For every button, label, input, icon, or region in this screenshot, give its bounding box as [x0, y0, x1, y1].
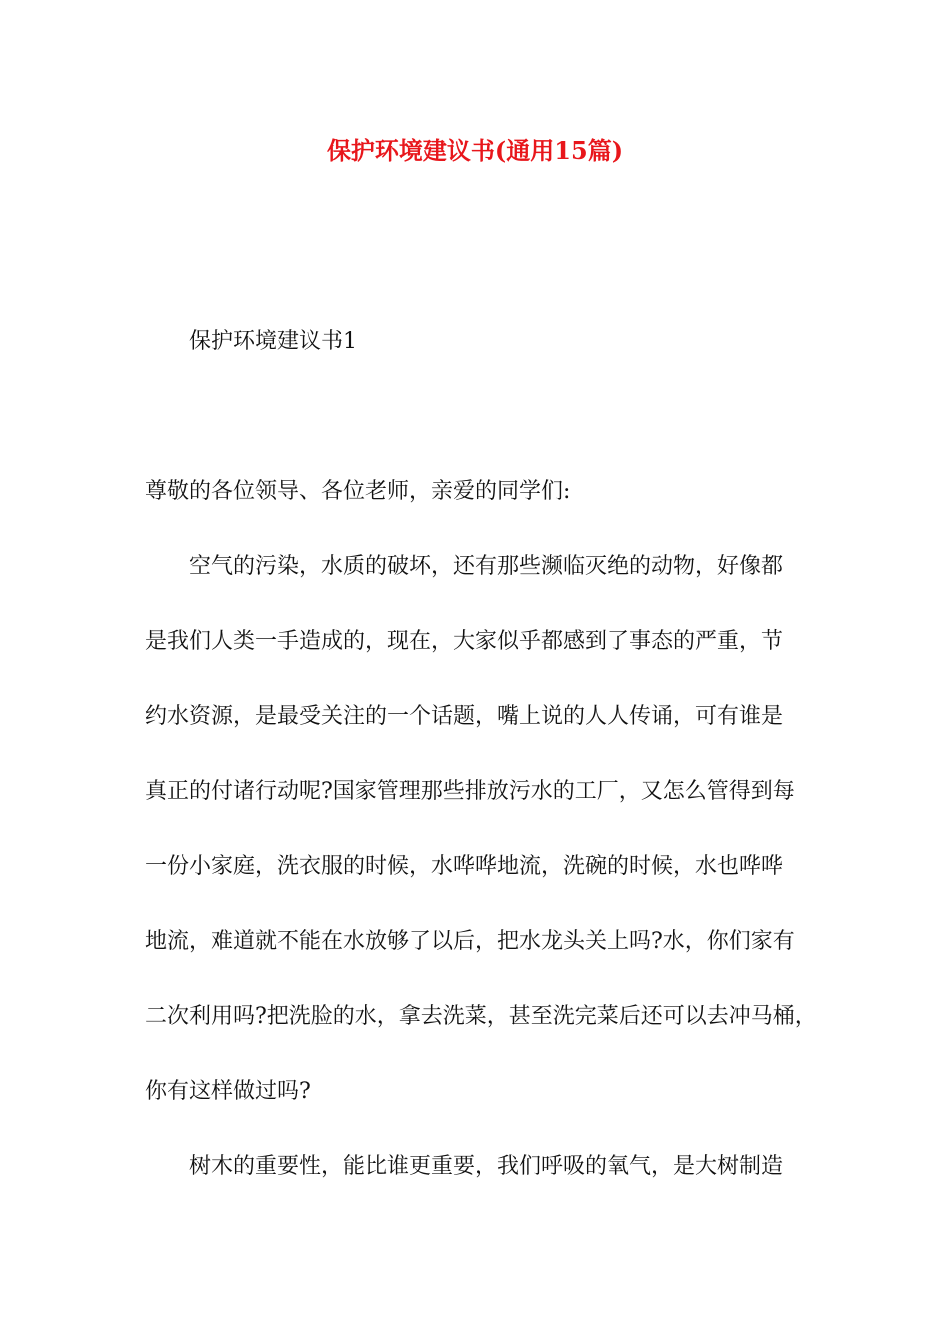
- section-heading: 保护环境建议书1: [189, 329, 357, 354]
- paragraph-line: 地流，难道就不能在水放够了以后，把水龙头关上吗?水，你们家有: [145, 929, 795, 954]
- paragraph-line: 一份小家庭，洗衣服的时候，水哗哗地流，洗碗的时候，水也哗哗: [145, 854, 784, 879]
- paragraph-line: 树木的重要性，能比谁更重要，我们呼吸的氧气，是大树制造: [189, 1154, 784, 1179]
- salutation: 尊敬的各位领导、各位老师，亲爱的同学们:: [145, 479, 571, 504]
- paragraph-line: 真正的付诸行动呢?国家管理那些排放污水的工厂，又怎么管得到每: [145, 779, 795, 804]
- paragraph-line: 约水资源，是最受关注的一个话题，嘴上说的人人传诵，可有谁是: [145, 704, 784, 729]
- paragraph-line: 二次利用吗?把洗脸的水，拿去洗菜，甚至洗完菜后还可以去冲马桶，: [145, 1004, 817, 1029]
- paragraph-line: 是我们人类一手造成的，现在，大家似乎都感到了事态的严重，节: [145, 629, 784, 654]
- paragraph-line: 你有这样做过吗?: [145, 1079, 311, 1104]
- paragraph-line: 空气的污染，水质的破坏，还有那些濒临灭绝的动物，好像都: [189, 554, 784, 579]
- document-title: 保护环境建议书(通用15篇): [326, 136, 624, 165]
